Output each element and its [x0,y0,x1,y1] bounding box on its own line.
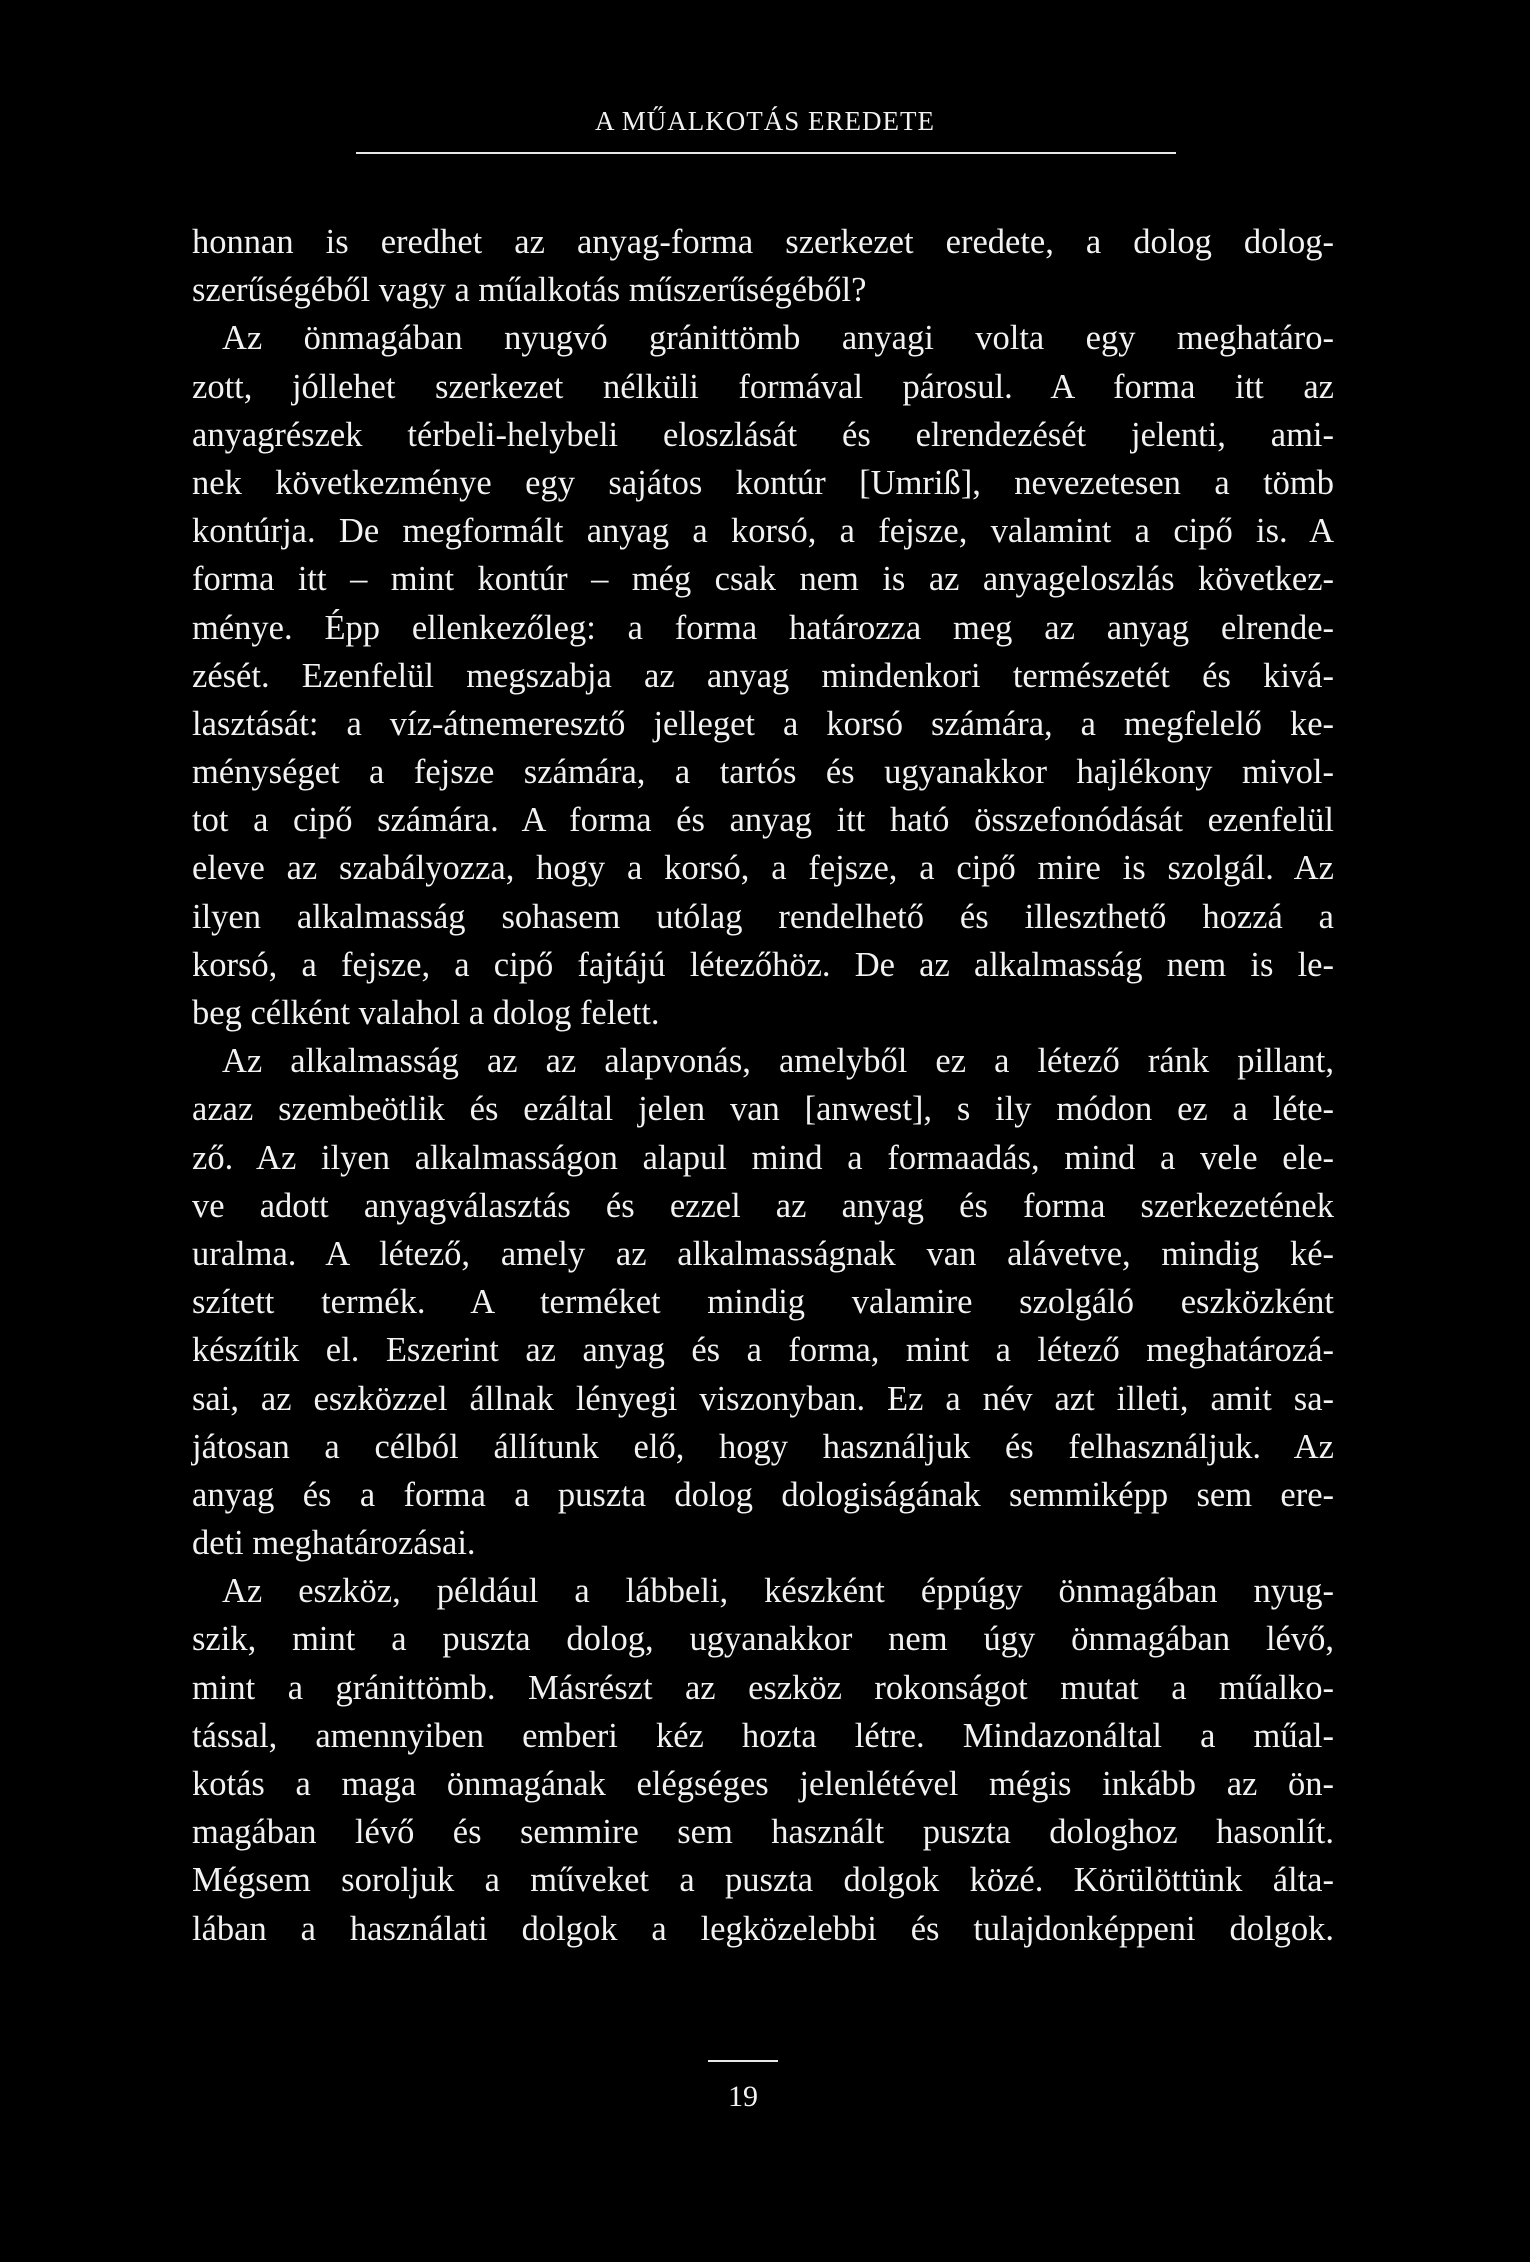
text-line: zott, jóllehet szerkezet nélküli formával párosul. A forma itt az [192,367,1334,406]
text-line: mint a gránittömb. Másrészt az eszköz rokonságot mutat a műalko- [192,1668,1334,1707]
text-line: Az eszköz, például a lábbeli, készként éppúgy önmagában nyug- [222,1572,1334,1611]
text-line: forma itt – mint kontúr – még csak nem is az anyageloszlás következ- [192,560,1334,599]
text-line: készítik el. Eszerint az anyag és a forma, mint a létező meghatározá- [192,1331,1334,1370]
text-line: szerűségéből vagy a műalkotás műszerűségéből? [192,271,867,310]
body-text [192,218,1334,1953]
text-line: eleve az szabályozza, hogy a korsó, a fejsze, a cipő mire is szolgál. Az [192,849,1334,888]
text-line: lasztását: a víz-átnemeresztő jelleget a korsó számára, a megfelelő ke- [192,704,1334,743]
text-line: játosan a célból állítunk elő, hogy használjuk és felhasználjuk. Az [192,1427,1334,1466]
text-line: honnan is eredhet az anyag-forma szerkezet eredete, a dolog dolog- [192,223,1334,261]
text-line: kotás a maga önmagának elégséges jelenlétével mégis inkább az ön- [192,1765,1334,1803]
text-line: sai, az eszközzel állnak lényegi viszonyban. Ez a név azt illeti, amit sa- [192,1379,1334,1418]
text-line: anyag és a forma a puszta dolog dologiságának semmiképp sem ere- [192,1475,1334,1514]
text-line: ző. Az ilyen alkalmasságon alapul mind a formaadás, mind a vele ele- [192,1138,1334,1177]
text-line: szik, mint a puszta dolog, ugyanakkor nem úgy önmagában lévő, [192,1620,1334,1659]
text-line: ve adott anyagválasztás és ezzel az anyag és forma szerkezetének [192,1186,1334,1225]
text-line: nek következménye egy sajátos kontúr [Umriß], nevezetesen a tömb [192,463,1334,502]
text-line: Mégsem soroljuk a műveket a puszta dolgok közé. Körülöttünk álta- [192,1861,1334,1900]
text-line: szített termék. A terméket mindig valamire szolgáló eszközként [192,1283,1334,1322]
text-line: tással, amennyiben emberi kéz hozta létre. Mindazonáltal a műal- [192,1716,1334,1755]
text-line: beg célként valahol a dolog felett. [192,994,660,1032]
header-rule [356,152,1176,154]
text-line: uralma. A létező, amely az alkalmasságnak van alávetve, mindig ké- [192,1234,1334,1273]
text-line: Az alkalmasság az az alapvonás, amelyből ez a létező ránk pillant, [222,1042,1334,1081]
text-line: Az önmagában nyugvó gránittömb anyagi volta egy meghatáro- [222,319,1334,358]
text-line: tot a cipő számára. A forma és anyag itt ható összefonódását ezenfelül [192,801,1334,840]
text-line: deti meghatározásai. [192,1524,476,1563]
text-line: magában lévő és semmire sem használt puszta dologhoz hasonlít. [192,1813,1334,1852]
text-line: ilyen alkalmasság sohasem utólag rendelhető és illeszthető hozzá a [192,897,1334,936]
text-line: zését. Ezenfelül megszabja az anyag mindenkori természetét és kivá- [192,656,1334,695]
text-line: korsó, a fejsze, a cipő fajtájú létezőhöz. De az alkalmasság nem is le- [192,945,1334,984]
text-line: lában a használati dolgok a legközelebbi és tulajdonképpeni dolgok. [192,1909,1334,1948]
text-line: ménye. Épp ellenkezőleg: a forma határozza meg az anyag elrende- [192,608,1334,647]
running-header: A MŰALKOTÁS EREDETE [595,106,935,136]
footer-rule [708,2060,778,2062]
text-line: kontúrja. De megformált anyag a korsó, a fejsze, valamint a cipő is. A [192,512,1334,551]
text-line: azaz szembeötlik és ezáltal jelen van [anwest], s ily módon ez a léte- [192,1090,1334,1129]
page-number: 19 [728,2080,758,2113]
text-line: ménységet a fejsze számára, a tartós és ugyanakkor hajlékony mivol- [192,753,1334,792]
text-line: anyagrészek térbeli-helybeli eloszlását és elrendezését jelenti, ami- [192,415,1334,454]
